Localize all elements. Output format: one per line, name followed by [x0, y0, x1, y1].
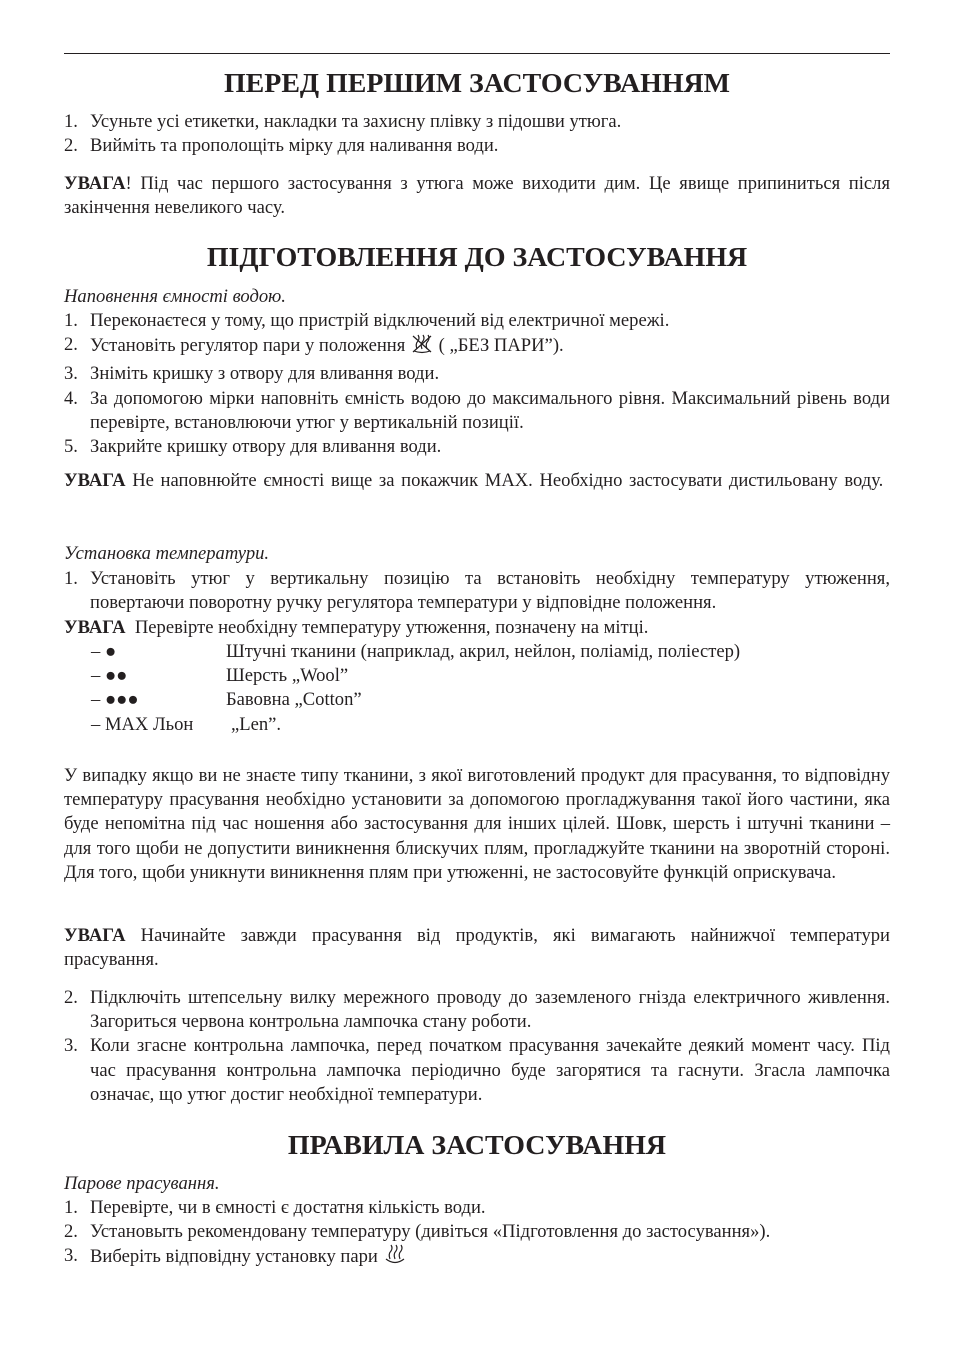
section-title-preparation: ПІДГОТОВЛЕННЯ ДО ЗАСТОСУВАННЯ: [206, 242, 748, 273]
order-warning: [64, 924, 890, 972]
steam-icon: [383, 1244, 407, 1273]
list-number: 2.: [64, 334, 78, 356]
temp-mark: – ●●: [91, 665, 128, 687]
usage-steps: [64, 1196, 890, 1274]
list-text: Перевірте, чи в ємності є достатня кількість води.: [90, 1197, 486, 1218]
warning-text: Не наповнюйте ємності вище за покажчик MAX. Необхідно застосувати дистильовану воду.: [125, 470, 884, 491]
list-text: Коли згасне контрольна лампочка, перед початком прасування зачекайте деякий момент часу. Під час прасування контрольна лампочка періодично буде загорятися та гаснути. Згасла лампочка означає, що утюг достиг необхідної температури.: [90, 1035, 890, 1105]
temp-mark: – ●: [91, 641, 117, 662]
list-item: [64, 333, 890, 362]
list-number: 1.: [64, 310, 78, 331]
list-number: 1.: [64, 1197, 78, 1218]
list-item: [64, 309, 890, 333]
list-number: 5.: [64, 436, 78, 458]
subtitle-temperature: Установка температури.: [64, 543, 270, 564]
list-item: [64, 1244, 890, 1273]
list-item: [64, 1034, 890, 1107]
list-text: Виберіть відповідну установку пари: [90, 1246, 383, 1268]
section-title-first-use: ПЕРЕД ПЕРШИМ ЗАСТОСУВАННЯМ: [223, 68, 731, 99]
list-item: [64, 1196, 890, 1220]
list-text: Установыть рекомендовану температуру (дивіться «Підготовлення до застосування»).: [90, 1221, 771, 1243]
fabric-paragraph: У випадку якщо ви не знаєте типу тканини, з якої виготовлений продукт для прасування, то відповідну температуру прасування необхідно установити за допомогою прогладжування такої його частини, яка буде непомітна під час ношення або застосування для інших цілей. Шовк, шерсть і штучні тканини – для того щоби не допустити виникнення блискучих плям, прогладжуйте тканини на зворотній стороні. Для того, щоби уникнути виникнення плям при утюженні, не застосовуйте функцій оприскувача.: [64, 765, 890, 883]
no-steam-icon: [410, 333, 434, 362]
list-number: 3.: [64, 1035, 78, 1057]
list-number: 4.: [64, 387, 78, 409]
list-text: Зніміть кришку з отвору для вливання води.: [90, 363, 440, 385]
list-number: 1.: [64, 111, 78, 132]
list-text: Переконаєтеся у тому, що пристрій відключений від електричної мережі.: [90, 310, 670, 331]
first-use-warning: [64, 172, 890, 220]
warning-text: ! Під час першого застосування з утюга може виходити дим. Це явище припиниться після закінчення невеликого часу.: [64, 173, 890, 219]
temp-row: [64, 713, 890, 737]
temp-row: [64, 664, 890, 688]
list-text: ( „БЕЗ ПАРИ”).: [433, 335, 564, 357]
section-first-use: [64, 68, 890, 99]
section-title-usage: ПРАВИЛА ЗАСТОСУВАННЯ: [287, 1130, 667, 1161]
list-item: [64, 1220, 890, 1244]
subtitle-steam-ironing: Парове прасування.: [64, 1173, 220, 1194]
list-item: [64, 387, 890, 435]
list-text: Усуньте усі етикетки, накладки та захисну плівку з підошви утюга.: [90, 111, 622, 132]
temp-desc: „Len”.: [231, 713, 282, 735]
warning-text: Начинайте завжди прасування від продуктів, які вимагають найнижчої температури прасування.: [64, 925, 890, 971]
warning-text: Перевірте необхідну температуру утюження, позначену на мітці.: [134, 617, 649, 638]
fill-steps: [64, 309, 890, 459]
list-number: 2.: [64, 135, 78, 157]
list-item: [64, 986, 890, 1034]
list-number: 1.: [64, 568, 78, 589]
top-rule: [64, 53, 890, 54]
warning-label: УВАГА: [64, 925, 126, 946]
list-text: Установіть регулятор пари у положення: [90, 335, 410, 357]
list-item: [64, 435, 890, 459]
list-item: [64, 110, 890, 134]
temp-desc: Шерсть „Wool”: [226, 665, 349, 687]
list-item: [64, 362, 890, 386]
temp-warning: [64, 616, 890, 640]
temp-steps: [64, 567, 890, 615]
warning-label: УВАГА: [64, 173, 126, 194]
list-item: [64, 567, 890, 615]
list-number: 2.: [64, 987, 78, 1008]
warning-label: УВАГА: [64, 617, 126, 638]
list-text: Вийміть та прополощіть мірку для наливання води.: [90, 135, 499, 157]
more-steps: [64, 986, 890, 1107]
warning-label: УВАГА: [64, 470, 126, 491]
temp-desc: Бавовна „Cotton”: [226, 689, 362, 711]
list-text: За допомогою мірки наповніть ємність водою до максимального рівня. Максимальний рівень води перевірте, встановлюючи утюг у вертикальній позиції.: [90, 387, 890, 433]
fill-warning: [64, 469, 890, 493]
temp-mark: – MAX Льон: [91, 713, 194, 735]
temp-mark: – ●●●: [91, 689, 139, 711]
list-number: 3.: [64, 1245, 78, 1267]
list-text: Установіть утюг у вертикальну позицію та встановіть необхідну температуру утюження, повертаючи поворотну ручку регулятора температури у відповідне положення.: [90, 568, 890, 614]
list-text: Підключіть штепсельну вилку мережного проводу до заземленого гнізда електричного живлення. Загориться червона контрольна лампочка стану роботи.: [90, 987, 890, 1033]
subtitle-fill-water: Наповнення ємності водою.: [64, 286, 286, 307]
list-number: 3.: [64, 363, 78, 385]
temp-desc: Штучні тканини (наприклад, акрил, нейлон, поліамід, поліестер): [226, 641, 741, 662]
temp-row: [64, 640, 890, 664]
list-item: [64, 134, 890, 158]
first-use-steps: [64, 110, 890, 158]
list-text: Закрийте кришку отвору для вливання води.: [90, 436, 442, 458]
list-number: 2.: [64, 1221, 78, 1243]
temperature-table: [64, 640, 890, 737]
temp-row: [64, 688, 890, 712]
